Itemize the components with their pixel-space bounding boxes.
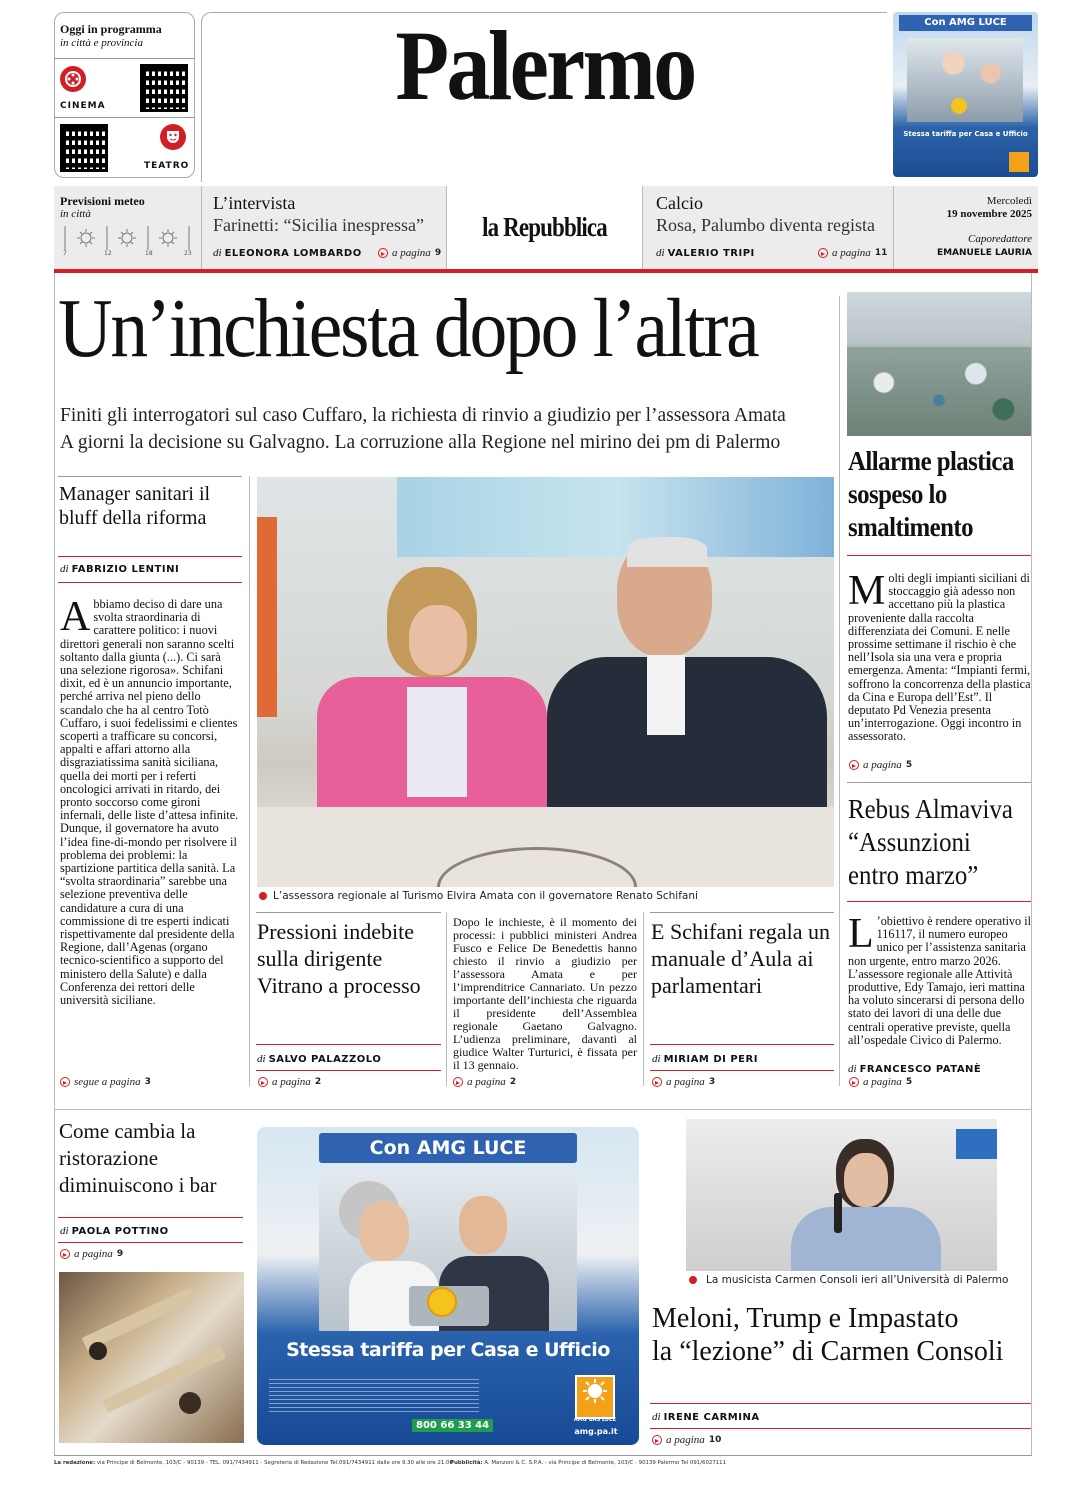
- page-ref-number: 3: [708, 1077, 716, 1087]
- date-weekday: Mercoledì: [986, 195, 1032, 207]
- arrow-icon: [849, 1077, 859, 1087]
- almaviva-title-line1[interactable]: Rebus Almaviva: [848, 794, 1013, 824]
- page-ref-text: a pagina: [863, 1076, 902, 1088]
- date-full: 19 novembre 2025: [946, 208, 1032, 220]
- arrow-icon: [652, 1077, 662, 1087]
- schifani-divider: [650, 1044, 834, 1045]
- almaviva-author: FRANCESCO PATANÈ: [859, 1064, 982, 1075]
- plastica-dropcap: M: [848, 572, 886, 614]
- caption-dot-icon: [689, 1276, 697, 1284]
- page-ref-text: a pagina: [863, 759, 902, 771]
- byline-di: di: [848, 1063, 857, 1075]
- byline-di: di: [60, 1225, 69, 1237]
- ristorazione-page-ref[interactable]: [60, 1248, 123, 1260]
- footer-pubblicita: [450, 1460, 750, 1466]
- meteo-hour-2: 12: [104, 250, 112, 257]
- cinema-label: CINEMA: [60, 101, 106, 111]
- lead-photo[interactable]: [257, 477, 834, 887]
- manager-title[interactable]: Manager sanitari il bluff della riforma: [59, 483, 211, 529]
- ristorazione-photo[interactable]: [59, 1272, 244, 1443]
- lead-photo-caption: L’assessora regionale al Turismo Elvira Amata con il governatore Renato Schifani: [273, 890, 698, 902]
- byline-di: di: [60, 563, 69, 575]
- arrow-icon: [60, 1077, 70, 1087]
- page-ref-text: a pagina: [666, 1076, 705, 1088]
- footer-pubblicita-label: Pubblicità:: [450, 1460, 483, 1466]
- meteo-forecast: [62, 226, 192, 262]
- pressioni-author: SALVO PALAZZOLO: [268, 1054, 382, 1065]
- ad-main-logo-text: AMG GAS LUCE: [573, 1417, 617, 1423]
- page-ref-text: a pagina: [272, 1076, 311, 1088]
- footer-line: [54, 1455, 1032, 1456]
- ristorazione-title[interactable]: Come cambia la ristorazione diminuiscono i bar: [59, 1119, 217, 1197]
- page-ref-text: a pagina: [392, 247, 431, 259]
- consoli-title-line1[interactable]: Meloni, Trump e Impastato: [652, 1303, 959, 1334]
- ristorazione-byline: [60, 1225, 169, 1237]
- arrow-icon: [258, 1077, 268, 1087]
- plastica-body: [848, 572, 1031, 760]
- intervista-title[interactable]: Farinetti: “Sicilia inespressa”: [213, 215, 424, 235]
- manager-topline: [58, 476, 242, 477]
- consoli-byline: [652, 1411, 760, 1423]
- page-ref-number: 3: [144, 1077, 151, 1087]
- byline-di: di: [652, 1411, 661, 1423]
- schifani-author: MIRIAM DI PERI: [663, 1054, 758, 1065]
- arrow-icon: [849, 760, 859, 770]
- footer-redazione-text: via Principe di Belmonte, 103/C - 90139 - TEL. 091/7434911 - Segreteria di Redazione Tel.091/7434911 dalle ore 9.30 alle ore 21.00: [96, 1460, 453, 1466]
- page-frame-left: [54, 273, 55, 1455]
- programma-divider: [54, 58, 195, 59]
- consoli-divider-2: [650, 1428, 1031, 1429]
- intervista-byline: [213, 247, 362, 259]
- almaviva-byline: [848, 1063, 981, 1075]
- arrow-icon: [818, 248, 828, 258]
- smiley-icon: [427, 1287, 457, 1317]
- consoli-photo[interactable]: [686, 1119, 997, 1271]
- meteo-hour-1: 7: [63, 250, 67, 257]
- schifani-page-ref[interactable]: [652, 1076, 715, 1088]
- meteo-title: Previsioni meteo: [60, 194, 145, 208]
- ad-top-tagline: Stessa tariffa per Casa e Ufficio: [903, 130, 1028, 138]
- editor-name: EMANUELE LAURIA: [936, 248, 1032, 258]
- manager-divider-2: [58, 582, 242, 583]
- almaviva-body-text: ’obiettivo è rendere operativo il 116117, il numero europeo unico per l’assistenza sanitaria non urgente, entro marzo 2026. L’assessore regionale alle Attività produttive, Edy Tamajo, ieri mattina ha voluto sincerarsi di persona dello stato dei lavori di una delle due centrali operative previste, quella all’ospedale Civico di Palermo.: [848, 915, 1031, 1047]
- teatro-label: TEATRO: [144, 161, 190, 171]
- page-ref-number: 2: [314, 1077, 322, 1087]
- page-ref-text: a pagina: [832, 247, 871, 259]
- plastica-page-ref[interactable]: [849, 759, 912, 771]
- consoli-title-line2[interactable]: la “lezione” di Carmen Consoli: [652, 1336, 1004, 1367]
- page-ref-text: a pagina: [666, 1434, 705, 1446]
- almaviva-body: [848, 915, 1031, 1063]
- lead-column-divider: [839, 296, 840, 1086]
- footer-redazione-label: La redazione:: [54, 1460, 96, 1466]
- almaviva-title-line2[interactable]: “Assunzioni: [848, 827, 971, 857]
- page-ref-number: 5: [905, 1077, 913, 1087]
- pressioni-topline: [256, 912, 441, 913]
- footer-pubblicita-text: A. Manzoni & C. S.P.A. - via Principe di Belmonte, 103/C - 90139 Palermo Tel 091/6027111: [484, 1460, 727, 1466]
- meteo-subtitle: in città: [60, 208, 91, 220]
- ristorazione-author: PAOLA POTTINO: [71, 1226, 169, 1237]
- byline-di: di: [213, 247, 222, 259]
- page-ref-text: segue a pagina: [74, 1076, 141, 1088]
- schifani-topline: [650, 912, 834, 913]
- consoli-page-ref[interactable]: [652, 1434, 721, 1446]
- smiley-icon: [951, 98, 967, 114]
- manager-body-text: bbiamo deciso di dare una svolta straordinaria di carattere politico: i nuovi direttori generali non saranno scelti soltanto dalla giunta (...). Ci sarà una selezione rigorosa». Schifani dixit, ed è un annuncio importante, perché arriva nel pieno dello scandalo che ha al centro Totò Cuffaro, i suoi fedelissimi e clientes scoperti a trafficare su concorsi, appalti e affari attorno alla disgraziatissima sanità siciliana, quella dei morti per i referti oncologici arrivati in ritardo, dei pronto soccorso come gironi infernali, delle liste d’attesa infinite. Dunque, il governatore ha avuto l’idea fine-di-mondo per risolvere il problema dei problemi: la spartizione partitica della sanità. La “svolta straordinaria” sarebbe una selezione preventiva delle candidature a cura di una commissione di tre esperti indicati rispettivamente dal presidente della Regione, dall’Agenas (organo tecnico-scientifico a supporto del ministero della Salute) e dalla Conferenza dei rettori delle università siciliane.: [60, 598, 239, 1008]
- microphone-icon: [834, 1193, 842, 1233]
- almaviva-title-line3[interactable]: entro marzo”: [848, 860, 979, 890]
- almaviva-dropcap: L: [848, 915, 874, 957]
- calcio-kicker: Calcio: [656, 193, 703, 213]
- manager-author: FABRIZIO LENTINI: [71, 564, 180, 575]
- page-ref-number: 2: [509, 1077, 517, 1087]
- manager-page-ref[interactable]: [60, 1076, 151, 1088]
- meteo-hour-3: 18: [145, 250, 153, 257]
- dopo-page-ref[interactable]: [453, 1076, 516, 1088]
- plastica-divider: [847, 555, 1031, 556]
- almaviva-page-ref[interactable]: [849, 1076, 912, 1088]
- consoli-divider: [650, 1403, 1031, 1404]
- teatro-qr-code[interactable]: [60, 124, 108, 172]
- lead-photo-orange-panel: [257, 517, 277, 717]
- plastica-photo[interactable]: [847, 292, 1031, 436]
- ad-top-banner[interactable]: [893, 12, 1038, 177]
- calcio-byline: [656, 247, 755, 259]
- plastica-title[interactable]: Allarme plastica sospeso lo smaltimento: [848, 446, 1014, 542]
- lead-headline[interactable]: Un’inchiesta dopo l’altra: [58, 282, 758, 375]
- lead-deck-line1: Finiti gli interrogatori sul caso Cuffaro, la richiesta di rinvio a giudizio per l’assessora Amata: [60, 405, 786, 426]
- almaviva-topline: [847, 782, 1031, 783]
- intervista-author: ELEONORA LOMBARDO: [224, 248, 362, 259]
- ristorazione-divider-2: [58, 1242, 243, 1243]
- byline-di: di: [257, 1053, 266, 1065]
- ad-top-logo: [1009, 152, 1029, 172]
- ad-top-headline: Con AMG LUCE: [899, 15, 1032, 31]
- footer-redazione: [54, 1460, 453, 1466]
- ad-main-banner[interactable]: [257, 1127, 639, 1445]
- ad-main-phone[interactable]: 800 66 33 44: [412, 1419, 493, 1432]
- page-ref-number: 9: [116, 1249, 124, 1259]
- pressioni-divider-2: [256, 1070, 441, 1071]
- page-ref-number: 5: [905, 760, 913, 770]
- byline-di: di: [656, 247, 665, 259]
- page-ref-number: 11: [874, 248, 888, 258]
- teatro-icon[interactable]: [160, 124, 186, 150]
- almaviva-divider: [847, 901, 1031, 902]
- editor-role: Caporedattore: [968, 233, 1032, 245]
- programma-divider-2: [54, 117, 195, 118]
- pressioni-title[interactable]: Pressioni indebite sulla dirigente Vitrano a processo: [257, 919, 421, 998]
- ad-main-fineprint: [269, 1379, 479, 1413]
- arrow-icon: [453, 1077, 463, 1087]
- programma-title: Oggi in programma: [60, 22, 162, 36]
- info-divider-1: [201, 186, 202, 269]
- intervista-page-ref[interactable]: [378, 247, 441, 259]
- schifani-title[interactable]: E Schifani regala un manuale d’Aula ai parlamentari: [651, 919, 830, 998]
- arrow-icon: [378, 248, 388, 258]
- calcio-title[interactable]: Rosa, Palumbo diventa regista: [656, 215, 875, 235]
- page-ref-text: a pagina: [74, 1248, 113, 1260]
- pressioni-byline: [257, 1053, 381, 1065]
- ad-main-web[interactable]: amg.pa.it: [574, 1427, 618, 1436]
- info-bar-redline: [54, 269, 1038, 273]
- page-frame-right: [1031, 273, 1032, 1455]
- lead-deck-line2: A giorni la decisione su Galvagno. La corruzione alla Regione nel mirino dei pm di Palermo: [60, 432, 781, 453]
- schifani-byline: [652, 1053, 758, 1065]
- amg-logo: [575, 1375, 615, 1419]
- section-divider: [54, 1109, 1032, 1110]
- arrow-icon: [652, 1435, 662, 1445]
- page-ref-number: 9: [434, 248, 442, 258]
- calcio-page-ref[interactable]: [818, 247, 887, 259]
- manager-col-divider: [249, 476, 250, 1086]
- arrow-icon: [60, 1249, 70, 1259]
- page-ref-number: 10: [708, 1435, 722, 1445]
- manager-body: [60, 598, 241, 1074]
- ristorazione-divider: [58, 1217, 243, 1218]
- ad-main-tagline: Stessa tariffa per Casa e Ufficio: [286, 1339, 610, 1361]
- pressioni-divider: [256, 1044, 441, 1045]
- consoli-author: IRENE CARMINA: [663, 1412, 760, 1423]
- programma-subtitle: in città e provincia: [60, 37, 143, 49]
- meteo-hour-4: 23: [184, 250, 192, 257]
- page-ref-text: a pagina: [467, 1076, 506, 1088]
- calcio-author: VALERIO TRIPI: [667, 248, 755, 259]
- consoli-caption: La musicista Carmen Consoli ieri all’Università di Palermo: [706, 1274, 1009, 1286]
- plastica-body-text: olti degli impianti siciliani di stoccaggio già adesso non accettano più la plastica proveniente dalla raccolta differenziata dei Comuni. E nelle prossime settimane il rischio è che nell’Isola sia una vera e propria emergenza. Amenta: “Impianti fermi, soffrono la concorrenza della plastica da Cina e Europa dell’Est”. Il deputato Pd Venezia presenta un’interrogazione. Oggi incontro in assessorato.: [848, 572, 1031, 744]
- masthead-title: Palermo: [395, 10, 695, 121]
- pressioni-col-divider: [446, 912, 447, 1086]
- pressioni-page-ref[interactable]: [258, 1076, 321, 1088]
- schifani-divider-2: [650, 1070, 834, 1071]
- byline-di: di: [652, 1053, 661, 1065]
- manager-dropcap: A: [60, 598, 91, 640]
- cinema-qr-code[interactable]: [140, 64, 188, 112]
- caption-dot-icon: [259, 892, 267, 900]
- manager-byline: [60, 563, 179, 575]
- manager-divider: [58, 556, 242, 557]
- dopo-body: Dopo le inchieste, è il momento dei processi: i pubblici ministeri Andrea Fusco e Felice De Benedettis hanno chiesto il rinvio a giudizio per l’assessora Amata e per l’imprenditrice Cannariato. Un pezzo importante dell’inchiesta che riguarda il presidente dell’Assemblea regionale Gaetano Galvagno. L’udienza preliminare, davanti al giudice Walter Turturici, è fissata per il 13 gennaio.: [453, 915, 637, 1072]
- dopo-col-divider: [643, 912, 644, 1086]
- intervista-kicker: L’intervista: [213, 193, 296, 213]
- cinema-icon[interactable]: [60, 66, 86, 92]
- ad-main-headline: Con AMG LUCE: [319, 1133, 577, 1163]
- brand-logo: la Repubblica: [482, 212, 607, 242]
